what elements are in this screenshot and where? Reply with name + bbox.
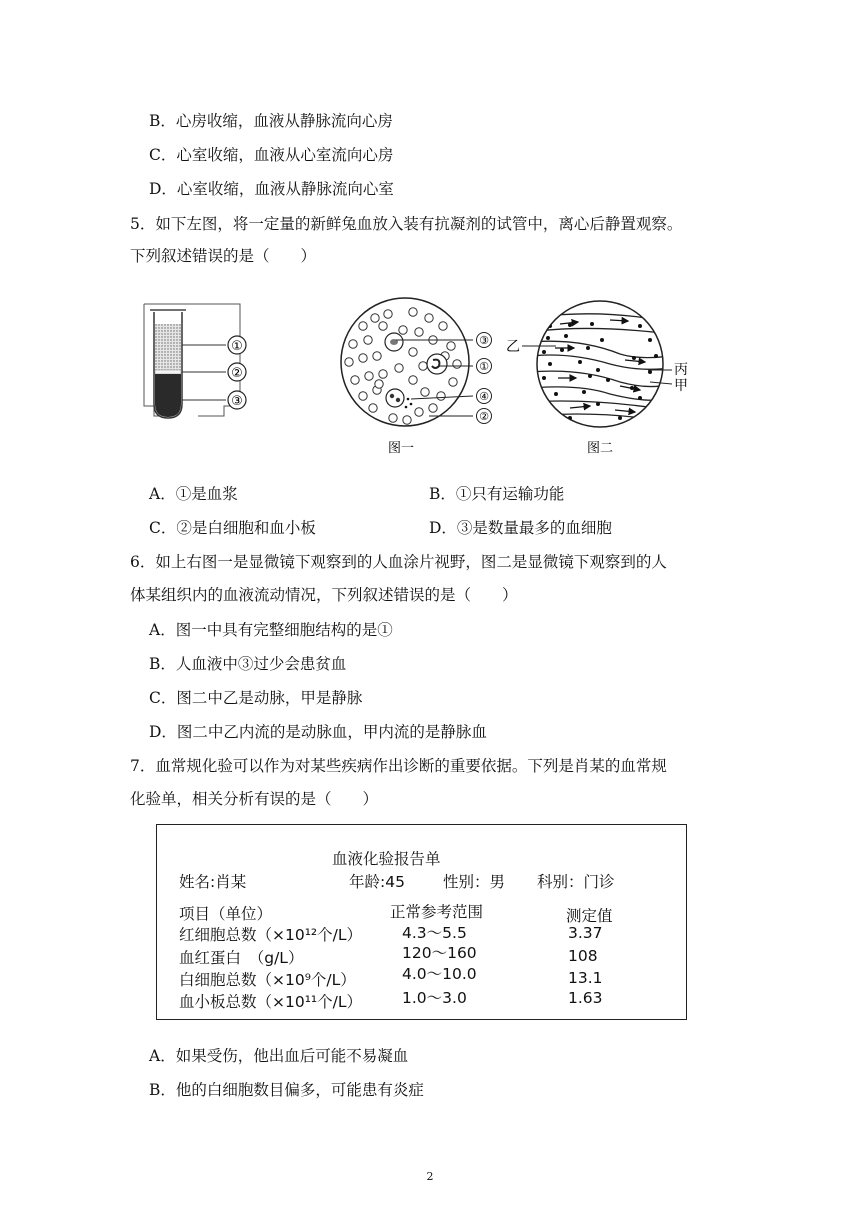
red-blood-cell [359,354,367,362]
vessel-blood-cell [548,362,552,366]
red-blood-cell [409,348,417,356]
white-blood-cell [386,389,404,407]
vessel-blood-cell [568,323,572,327]
report-row-item: 血红蛋白 （g/L） [179,949,304,967]
q4-option-d: D．心室收缩，血液从静脉流向心室 [149,180,394,198]
q4-option-c: C．心室收缩，血液从心室流向心房 [149,146,394,164]
report-title: 血液化验报告单 [332,850,441,868]
vessel-blood-cell [542,376,546,380]
q5-option-a: A．①是血浆 [149,485,238,503]
report-col-range: 正常参考范围 [390,903,484,921]
tube-label-3: ③ [231,394,243,409]
report-row-value: 13.1 [568,969,603,987]
blood-test-report [156,824,687,1020]
blood-flow-figure [500,298,700,460]
red-blood-cell [439,322,447,330]
vessel-blood-cell [638,396,642,400]
q6-option-c: C．图二中乙是动脉，甲是静脉 [149,689,363,707]
report-row-value: 1.63 [568,989,603,1007]
vessel-blood-cell [564,334,568,338]
report-col-value: 测定值 [566,907,613,925]
red-blood-cell [415,408,423,416]
q6-option-b: B．人血液中③过少会患贫血 [149,655,347,673]
vessel-blood-cell [648,370,652,374]
white-blood-cell [427,354,447,374]
red-blood-cell [359,392,367,400]
red-blood-cell [415,328,423,336]
q6-option-a: A．图一中具有完整细胞结构的是① [149,621,393,639]
red-blood-cell [395,364,403,372]
vessel-blood-cell [600,338,604,342]
vessel-blood-cell [586,346,590,350]
fig2-label-jia: 甲 [674,378,688,394]
tube-label-2: ② [231,366,243,381]
q5-stem-line2: 下列叙述错误的是（ ） [130,247,317,265]
red-blood-cell [373,352,381,360]
red-blood-cell [364,336,372,344]
q5-option-b: B．①只有运输功能 [429,485,565,503]
page-number: 2 [426,1170,434,1183]
red-blood-cell [409,308,417,316]
q6-stem-line2: 体某组织内的血液流动情况，下列叙述错误的是（ ） [130,586,518,604]
red-blood-cell [447,342,455,350]
q6-option-d: D．图二中乙内流的是动脉血，甲内流的是静脉血 [149,723,487,741]
vessel-blood-cell [638,324,642,328]
report-row-item: 白细胞总数（×10⁹个/L） [179,971,356,989]
vessel-blood-cell [590,322,594,326]
fig1-caption: 图一 [387,441,415,456]
red-blood-cell [437,392,445,400]
red-blood-cell [375,380,383,388]
red-blood-cell [369,404,377,412]
vessel-blood-cell [582,390,586,394]
vessel-blood-cell [606,378,610,382]
red-blood-cell [384,310,392,318]
red-blood-cell [421,388,429,396]
vessel-blood-cell [648,412,652,416]
q7-option-a: A．如果受伤，他出血后可能不易凝血 [149,1047,409,1065]
fig1-label-1: ① [479,360,489,373]
q4-option-b: B．心房收缩，血液从静脉流向心房 [149,112,393,130]
q7-stem-line2: 化验单，相关分析有误的是（ ） [130,790,379,808]
report-age: 年龄:45 [349,873,405,891]
q5-stem-line1: 5．如下左图，将一定量的新鲜兔血放入装有抗凝剂的试管中，离心后静置观察。 [130,215,683,233]
vessel-blood-cell [546,336,550,340]
vessel-blood-cell [596,402,600,406]
vessel-blood-cell [596,368,600,372]
report-dept: 科别：门诊 [537,873,615,891]
report-row-range: 1.0～3.0 [402,989,467,1007]
report-name: 姓名:肖某 [179,873,247,891]
fig2-label-bing: 丙 [674,362,688,378]
red-blood-cell [351,376,359,384]
vessel-blood-cell [618,416,622,420]
q5-option-c: C．②是白细胞和血小板 [149,519,316,537]
vessel-blood-cell [648,338,652,342]
blood-smear-figure [333,296,513,458]
vessel-blood-cell [542,350,546,354]
red-blood-cell [399,326,407,334]
red-blood-cell [349,340,357,348]
report-row-range: 4.0～10.0 [402,965,477,983]
red-blood-cell [365,372,373,380]
report-row-range: 120～160 [402,944,477,962]
report-row-range: 4.3～5.5 [402,924,467,942]
red-blood-cell [379,322,387,330]
tube-label-1: ① [231,339,243,354]
red-blood-cell [389,414,397,422]
vessel-blood-cell [658,394,662,398]
fig1-label-2: ② [479,410,489,423]
vessel-blood-cell [560,348,564,352]
red-blood-cell [425,314,433,322]
report-sex: 性别：男 [443,873,506,891]
vessel-blood-cell [632,356,636,360]
q7-option-b: B．他的白细胞数目偏多，可能患有炎症 [149,1081,424,1099]
red-blood-cell [371,314,379,322]
report-col-item: 项目（单位） [179,905,273,923]
red-blood-cell [429,404,437,412]
test-tube-figure [140,300,260,420]
q5-option-d: D．③是数量最多的血细胞 [429,519,612,537]
vessel-blood-cell [630,386,634,390]
report-row-value: 108 [568,947,598,965]
q6-stem-line1: 6．如上右图一是显微镜下观察到的人血涂片视野，图二是显微镜下观察到的人 [130,553,667,571]
report-row-value: 3.37 [568,924,603,942]
red-blood-cell [453,360,461,368]
q7-stem-line1: 7．血常规化验可以作为对某些疾病作出诊断的重要依据。下列是肖某的血常规 [130,757,667,775]
red-blood-cell [403,416,411,424]
red-blood-cell [409,376,417,384]
fig1-label-4: ④ [479,390,489,403]
vessel-blood-cell [588,374,592,378]
fig2-caption: 图二 [586,441,614,456]
vessel-blood-cell [554,392,558,396]
red-blood-cell [449,378,457,386]
fig2-label-yi: 乙 [506,339,520,355]
report-row-item: 血小板总数（×10¹¹个/L） [179,993,362,1011]
report-row-item: 红细胞总数（×10¹²个/L） [179,926,362,944]
red-blood-cell [419,362,427,370]
red-blood-cell [359,322,367,330]
red-blood-cell [379,370,387,378]
vessel-blood-cell [578,360,582,364]
vessel-blood-cell [654,354,658,358]
red-blood-cell [345,358,353,366]
fig1-label-3: ③ [479,334,489,347]
